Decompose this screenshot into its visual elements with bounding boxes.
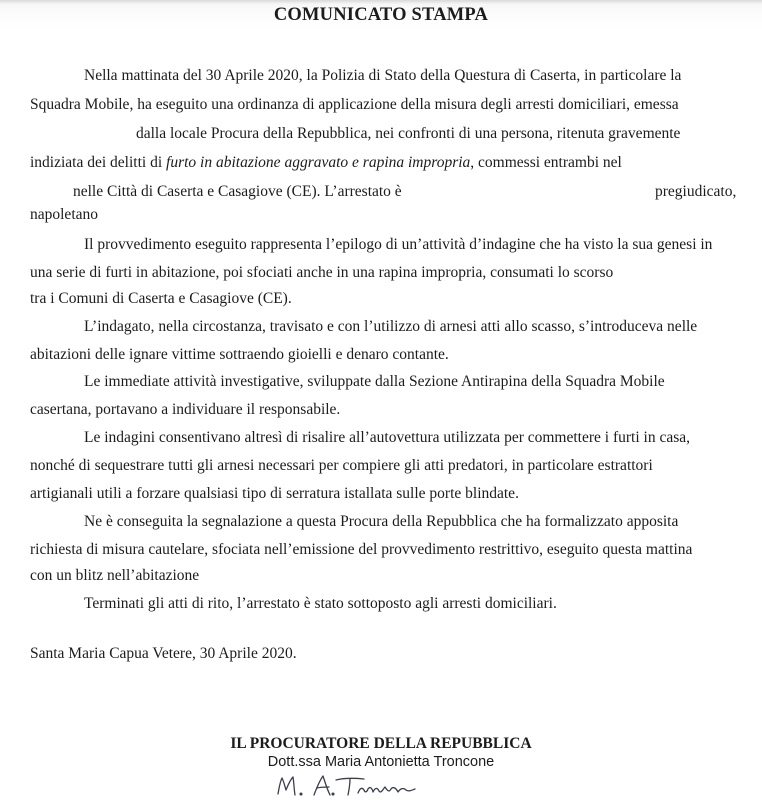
paragraph-7-line-1: Terminati gli atti di rito, l’arrestato è stato sottoposto agli arresti domiciliari. [84,595,557,612]
paragraph-4-line-1: Le immediate attività investigative, sviluppate dalla Sezione Antirapina della Squadra Mobile [84,373,665,390]
paragraph-1-line-4-end: , commessi entrambi nel [470,154,622,171]
paragraph-1-line-4-start: indiziata dei delitti di [30,154,167,171]
paragraph-2-line-2: una serie di furti in abitazione, poi sfociati anche in una rapina impropria, consumati lo scorso [30,264,614,281]
paragraph-1-line-1: Nella mattinata del 30 Aprile 2020, la Polizia di Stato della Questura di Caserta, in particolare la [84,67,682,84]
paragraph-6-line-2: richiesta di misura cautelare, sfociata nell’emissione del provvedimento restrittivo, eseguito questa mattina [30,541,693,558]
paragraph-1-line-2: Squadra Mobile, ha eseguito una ordinanza di applicazione della misura degli arresti domiciliari, emessa [30,96,679,113]
paragraph-6-line-3: con un blitz nell’abitazione [30,567,200,584]
paragraph-1-line-4 [30,154,622,172]
signatory-name: Dott.ssa Maria Antonietta Troncone [267,754,495,770]
paragraph-5-line-2: nonché di sequestrare tutti gli arnesi necessari per compiere gli atti predatori, in particolare estrattori [30,457,653,474]
paragraph-1-line-6: napoletano [30,206,99,223]
handwritten-signature [270,768,460,800]
paragraph-5-line-3: artigianali utili a forzare qualsiasi tipo di serratura istallata sulle porte blindate. [30,485,519,502]
paragraph-2-line-3: tra i Comuni di Caserta e Casagiove (CE). [30,290,292,307]
offense-italic-text: furto in abitazione aggravato e rapina impropria [166,154,471,171]
paragraph-2-line-1: Il provvedimento eseguito rappresenta l’epilogo di un’attività d’indagine che ha visto la sua genesi in [84,236,713,253]
page-top-shadow [0,0,762,4]
paragraph-4-line-2: casertana, portavano a individuare il responsabile. [30,401,341,418]
paragraph-1-line-3: dalla locale Procura della Repubblica, nei confronti di una persona, ritenuta gravemente [136,125,681,142]
paragraph-1-line-5: nelle Città di Caserta e Casagiove (CE). L’arrestato è [73,183,402,200]
paragraph-1-line-5-end: pregiudicato, [655,183,737,200]
paragraph-3-line-2: abitazioni delle ignare vittime sottraendo gioielli e denaro contante. [30,346,449,363]
document-title: COMUNICATO STAMPA [273,5,489,25]
place-date: Santa Maria Capua Vetere, 30 Aprile 2020. [30,645,297,662]
paragraph-6-line-1: Ne è conseguita la segnalazione a questa Procura della Repubblica che ha formalizzato apposita [84,513,679,530]
paragraph-3-line-1: L’indagato, nella circostanza, travisato e con l’utilizzo di arnesi atti allo scasso, s’introduceva nelle [84,318,698,335]
paragraph-5-line-1: Le indagini consentivano altresì di risalire all’autovettura utilizzata per commettere i furti in casa, [84,429,690,446]
signatory-title: IL PROCURATORE DELLA REPUBBLICA [230,735,532,752]
